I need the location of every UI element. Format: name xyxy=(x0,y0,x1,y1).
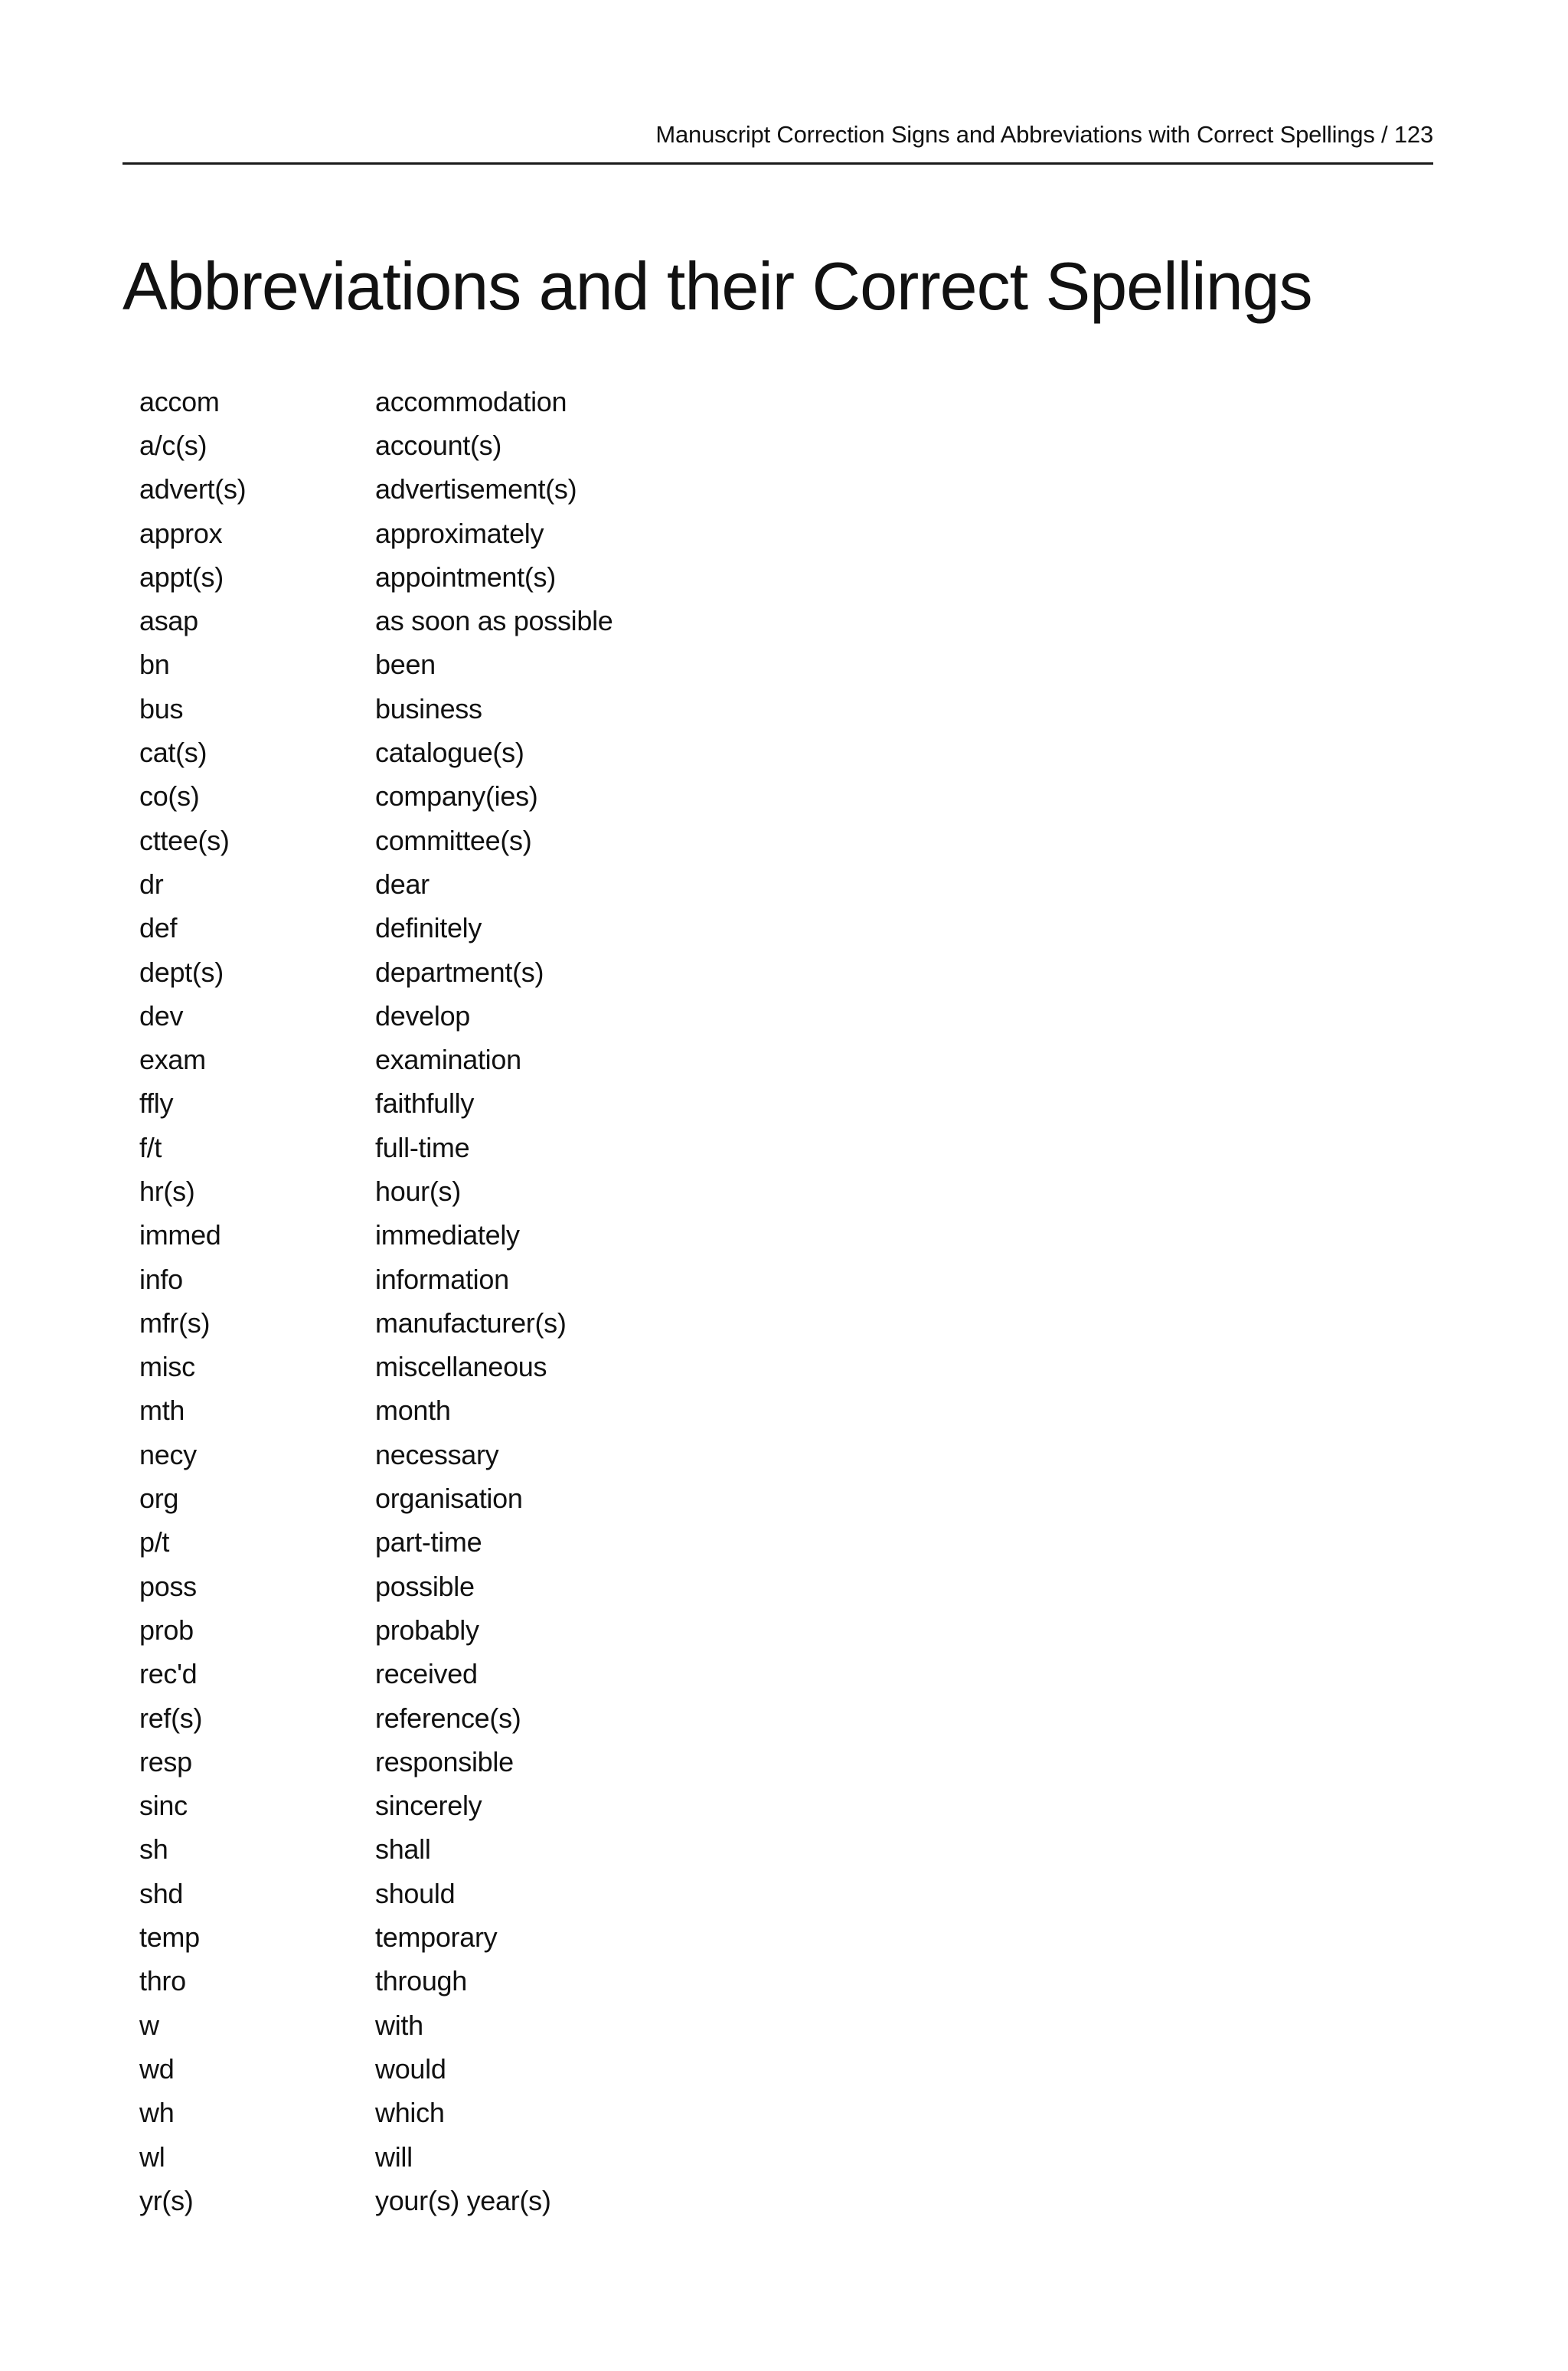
full-spelling: department(s) xyxy=(375,956,544,988)
abbreviation: cat(s) xyxy=(139,737,207,769)
list-item xyxy=(139,1521,828,1565)
list-item xyxy=(139,1257,828,1301)
full-spelling: advertisement(s) xyxy=(375,473,577,505)
list-item xyxy=(139,1301,828,1345)
running-header-title: Manuscript Correction Signs and Abbreviations with Correct Spellings / 123 xyxy=(655,121,1433,148)
abbreviation: asap xyxy=(139,605,198,637)
abbreviation: prob xyxy=(139,1614,194,1646)
abbreviation-list xyxy=(139,380,828,2222)
full-spelling: with xyxy=(375,2009,423,2041)
full-spelling: possible xyxy=(375,1570,475,1602)
full-spelling: miscellaneous xyxy=(375,1351,547,1383)
full-spelling: appointment(s) xyxy=(375,561,556,593)
abbreviation: misc xyxy=(139,1351,195,1383)
full-spelling: immediately xyxy=(375,1219,520,1251)
full-spelling: as soon as possible xyxy=(375,605,613,637)
full-spelling: company(ies) xyxy=(375,780,538,813)
abbreviation: mfr(s) xyxy=(139,1307,211,1339)
list-item xyxy=(139,468,828,512)
full-spelling: business xyxy=(375,692,482,724)
abbreviation: info xyxy=(139,1263,183,1295)
list-item xyxy=(139,512,828,555)
abbreviation: w xyxy=(139,2009,159,2041)
list-item xyxy=(139,994,828,1038)
full-spelling: should xyxy=(375,1877,456,1909)
list-item xyxy=(139,643,828,687)
abbreviation: cttee(s) xyxy=(139,824,230,856)
list-item xyxy=(139,2179,828,2222)
full-spelling: catalogue(s) xyxy=(375,737,524,769)
full-spelling: would xyxy=(375,2052,446,2085)
list-item xyxy=(139,862,828,906)
abbreviation: yr(s) xyxy=(139,2184,194,2216)
abbreviation: shd xyxy=(139,1877,184,1909)
list-item xyxy=(139,731,828,774)
abbreviation: poss xyxy=(139,1570,197,1602)
full-spelling: month xyxy=(375,1395,451,1427)
full-spelling: part-time xyxy=(375,1526,482,1558)
abbreviation: bus xyxy=(139,692,184,724)
abbreviation: ref(s) xyxy=(139,1702,203,1734)
list-item xyxy=(139,1565,828,1608)
list-item xyxy=(139,1872,828,1915)
list-item xyxy=(139,950,828,994)
abbreviation: wd xyxy=(139,2052,175,2085)
full-spelling: information xyxy=(375,1263,509,1295)
list-item xyxy=(139,1653,828,1696)
list-item xyxy=(139,1082,828,1126)
list-item xyxy=(139,1784,828,1828)
list-item xyxy=(139,2135,828,2179)
full-spelling: will xyxy=(375,2140,413,2173)
list-item xyxy=(139,1346,828,1389)
full-spelling: hour(s) xyxy=(375,1175,461,1207)
abbreviation: rec'd xyxy=(139,1658,198,1690)
full-spelling: definitely xyxy=(375,912,482,944)
list-item xyxy=(139,1960,828,2003)
full-spelling: shall xyxy=(375,1833,431,1866)
abbreviation: advert(s) xyxy=(139,473,247,505)
list-item xyxy=(139,1433,828,1477)
abbreviation: bn xyxy=(139,649,170,681)
abbreviation: temp xyxy=(139,1921,200,1954)
full-spelling: reference(s) xyxy=(375,1702,521,1734)
list-item xyxy=(139,1608,828,1652)
full-spelling: through xyxy=(375,1965,467,1997)
abbreviation: wl xyxy=(139,2140,165,2173)
abbreviation: appt(s) xyxy=(139,561,224,593)
list-item xyxy=(139,1038,828,1081)
list-item xyxy=(139,2047,828,2091)
full-spelling: develop xyxy=(375,999,471,1032)
full-spelling: accommodation xyxy=(375,385,567,417)
abbreviation: ffly xyxy=(139,1087,174,1120)
abbreviation: p/t xyxy=(139,1526,170,1558)
abbreviation: org xyxy=(139,1483,179,1515)
list-item xyxy=(139,424,828,467)
full-spelling: received xyxy=(375,1658,478,1690)
full-spelling: faithfully xyxy=(375,1087,475,1120)
full-spelling: dear xyxy=(375,868,430,900)
full-spelling: been xyxy=(375,649,436,681)
list-item xyxy=(139,599,828,643)
list-item xyxy=(139,2091,828,2135)
abbreviation: exam xyxy=(139,1044,206,1076)
list-item xyxy=(139,687,828,731)
abbreviation: f/t xyxy=(139,1131,162,1163)
abbreviation: necy xyxy=(139,1438,197,1470)
list-item xyxy=(139,2003,828,2047)
list-item xyxy=(139,907,828,950)
list-item xyxy=(139,1696,828,1740)
list-item xyxy=(139,1169,828,1213)
abbreviation: accom xyxy=(139,385,220,417)
full-spelling: which xyxy=(375,2097,445,2129)
list-item xyxy=(139,1740,828,1784)
list-item xyxy=(139,380,828,424)
list-item xyxy=(139,819,828,862)
list-item xyxy=(139,1389,828,1433)
abbreviation: wh xyxy=(139,2097,175,2129)
abbreviation: dr xyxy=(139,868,164,900)
full-spelling: manufacturer(s) xyxy=(375,1307,567,1339)
abbreviation: mth xyxy=(139,1395,185,1427)
full-spelling: examination xyxy=(375,1044,521,1076)
full-spelling: committee(s) xyxy=(375,824,532,856)
list-item xyxy=(139,775,828,819)
page-title: Abbreviations and their Correct Spellings xyxy=(122,248,1312,324)
running-header xyxy=(122,115,1433,165)
abbreviation: approx xyxy=(139,517,223,549)
full-spelling: organisation xyxy=(375,1483,523,1515)
full-spelling: probably xyxy=(375,1614,479,1646)
full-spelling: necessary xyxy=(375,1438,499,1470)
abbreviation: a/c(s) xyxy=(139,429,207,461)
list-item xyxy=(139,1915,828,1959)
abbreviation: dev xyxy=(139,999,184,1032)
abbreviation: resp xyxy=(139,1745,192,1777)
list-item xyxy=(139,1477,828,1520)
abbreviation: def xyxy=(139,912,178,944)
full-spelling: your(s) year(s) xyxy=(375,2184,551,2216)
full-spelling: responsible xyxy=(375,1745,514,1777)
full-spelling: full-time xyxy=(375,1131,470,1163)
abbreviation: dept(s) xyxy=(139,956,224,988)
abbreviation: sh xyxy=(139,1833,168,1866)
full-spelling: approximately xyxy=(375,517,544,549)
list-item xyxy=(139,555,828,599)
list-item xyxy=(139,1214,828,1257)
abbreviation: immed xyxy=(139,1219,221,1251)
abbreviation: co(s) xyxy=(139,780,200,813)
full-spelling: sincerely xyxy=(375,1790,482,1822)
full-spelling: temporary xyxy=(375,1921,498,1954)
abbreviation: hr(s) xyxy=(139,1175,195,1207)
abbreviation: sinc xyxy=(139,1790,188,1822)
list-item xyxy=(139,1126,828,1169)
abbreviation: thro xyxy=(139,1965,186,1997)
list-item xyxy=(139,1828,828,1872)
full-spelling: account(s) xyxy=(375,429,502,461)
